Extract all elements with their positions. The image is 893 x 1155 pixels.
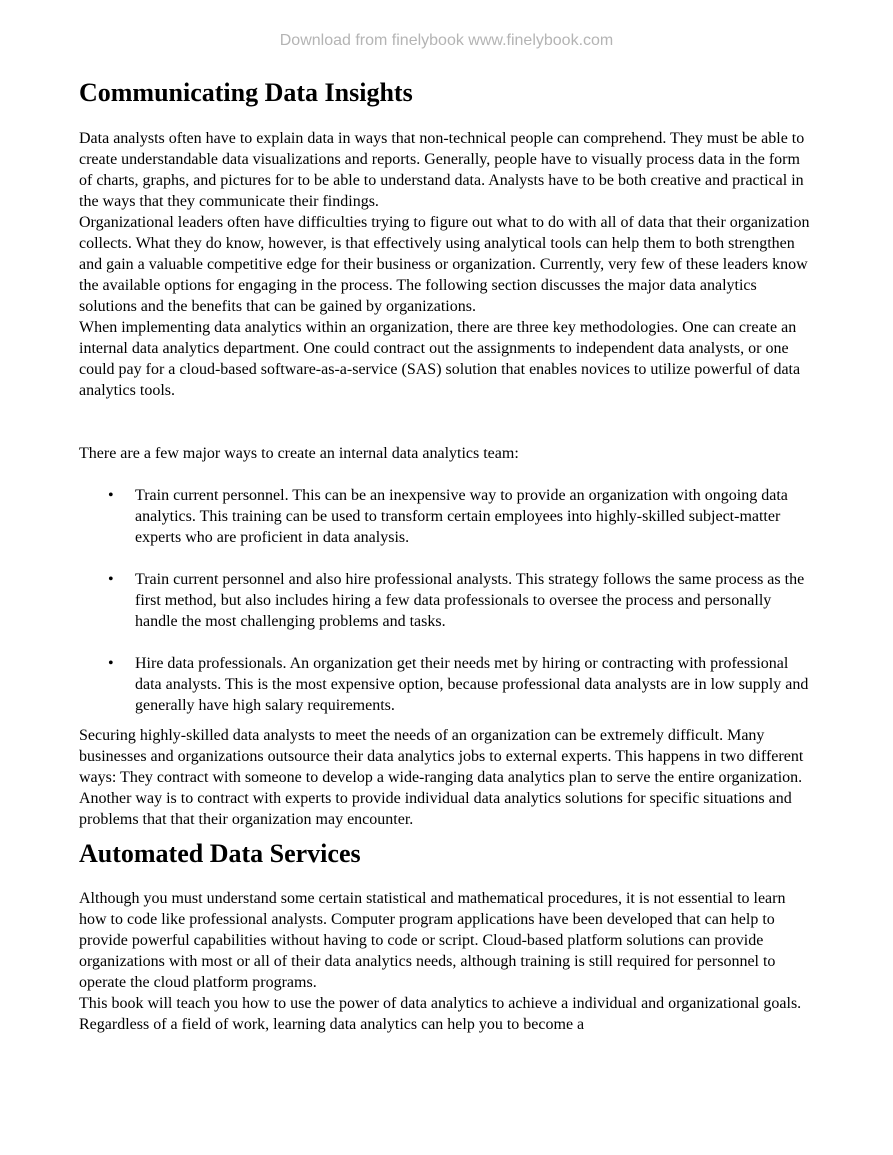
watermark-text: Download from finelybook www.finelybook.com [279,32,614,49]
list-item-text: Train current personnel and also hire professional analysts. This strategy follows the same process as the first method, but also includes hiring a few data professionals to oversee the process and personally handle the most challenging problems and tasks. [135,571,805,630]
list-item-text: Hire data professionals. An organization get their needs met by hiring or contracting with professional data analysts. This is the most expensive option, because professional data analysts are in low supply and generally have high salary requirements. [135,655,809,714]
list-item [79,569,816,632]
section-heading-communicating: Communicating Data Insights [79,78,413,107]
list-item-text: Train current personnel. This can be an inexpensive way to provide an organization with ongoing data analytics. This training can be used to transform certain employees into highly-skilled subject-matter experts who are proficient in data analysis. [135,487,788,546]
list-item [79,653,816,716]
closing-paragraph-block [79,725,816,830]
intro-paragraph-block [79,443,816,464]
section-body-automated [79,888,816,1035]
bullet-icon: • [108,487,114,504]
section-body-communicating [79,128,816,401]
bullet-list [79,485,816,716]
bullet-list-block [79,485,816,716]
bullet-icon: • [108,655,114,672]
paragraph: This book will teach you how to use the power of data analytics to achieve a individual and organizational goals. Regardless of a field of work, learning data analytics can help you to become a [79,995,802,1033]
paragraph: Data analysts often have to explain data in ways that non-technical people can comprehend. They must be able to create understandable data visualizations and reports. Generally, people have to visually process data in the form of charts, graphs, and pictures for to be able to understand data. Analysts have to be both creative and practical in the ways that they communicate their findings. [79,130,805,210]
paragraph: When implementing data analytics within an organization, there are three key methodologies. One can create an internal data analytics department. One could contract out the assignments to independent data analysts, or one could pay for a cloud-based software-as-a-service (SAS) solution that enables novices to utilize powerful of data analytics tools. [79,319,801,399]
paragraph: Although you must understand some certain statistical and mathematical procedures, it is not essential to learn how to code like professional analysts. Computer program applications have been developed that can help to provide powerful capabilities without having to code or script. Cloud-based platform solutions can provide organizations with most or all of their data analytics needs, although training is still required for personnel to operate the cloud platform programs. [79,890,786,991]
bullet-icon: • [108,571,114,588]
paragraph: Securing highly-skilled data analysts to meet the needs of an organization can be extremely difficult. Many businesses and organizations outsource their data analytics jobs to external experts. This happens in two different ways: They contract with someone to develop a wide-ranging data analytics plan to serve the entire organization. Another way is to contract with experts to provide individual data analytics solutions for specific situations and problems that that their organization may encounter. [79,727,804,828]
list-item [79,485,816,548]
paragraph: Organizational leaders often have difficulties trying to figure out what to do with all of data that their organization collects. What they do know, however, is that effectively using analytical tools can help them to both strengthen and gain a valuable competitive edge for their business or organization. Currently, very few of these leaders know the available options for engaging in the process. The following section discusses the major data analytics solutions and the benefits that can be gained by organizations. [79,214,810,315]
section-heading-automated: Automated Data Services [79,839,361,868]
bullets-intro: There are a few major ways to create an internal data analytics team: [79,445,519,462]
